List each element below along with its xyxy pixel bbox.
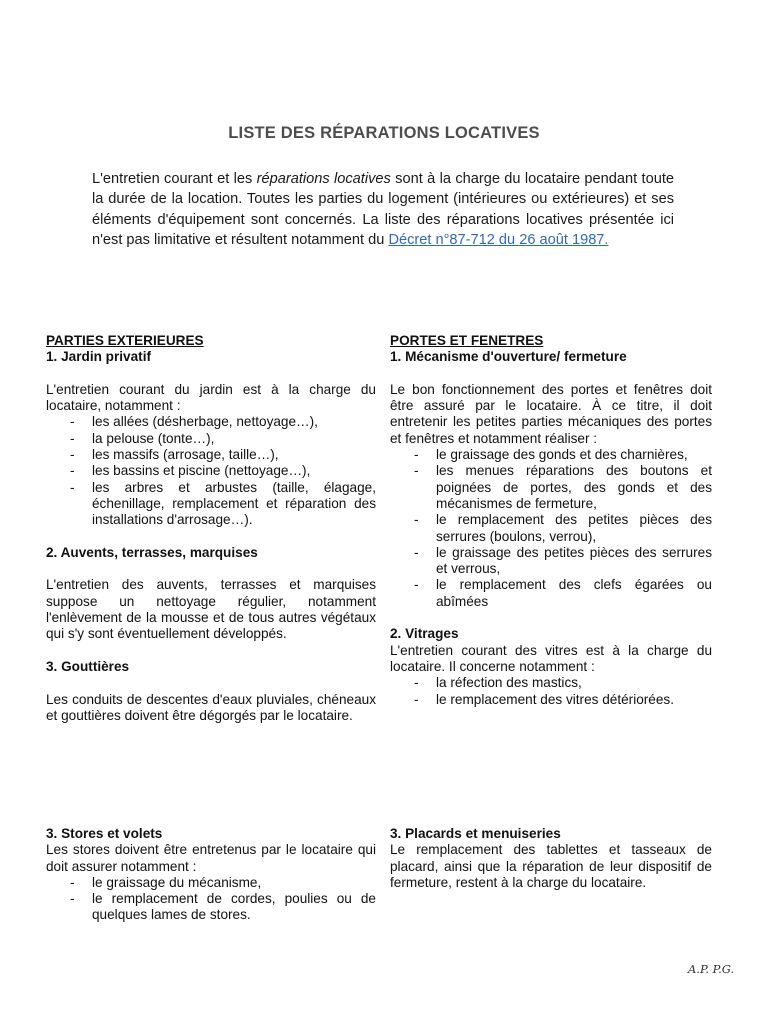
intro-text-start: L'entretien courant et les: [92, 171, 257, 187]
intro-text-end: sont à la charge du locataire pendant toute la durée de la location. Toutes les parties du logement (intérieures ou extérieures) et ses éléments d'équipement sont concernés. La liste des réparations locatives présentée ici n'est pas limitative et résultent notamment du: [92, 171, 674, 248]
list-item: - les massifs (arrosage, taille…),: [92, 447, 376, 463]
list-item: - les allées (désherbage, nettoyage…),: [92, 414, 376, 430]
signature: A.P. P.G.: [688, 962, 735, 976]
list-item: - le graissage des petites pièces des serrures et verrous,: [436, 545, 712, 578]
page-title: LISTE DES RÉPARATIONS LOCATIVES: [228, 124, 540, 142]
auvents-text: L'entretien des auvents, terrasses et marquises suppose un nettoyage régulier, notamment l'enlèvement de la mousse et de tous autres végétaux qui s'y sont éventuellement développés.: [46, 577, 376, 642]
subheading-placards: 3. Placards et menuiseries: [390, 826, 561, 841]
section-heading-portes: PORTES ET FENETRES: [390, 333, 544, 348]
left-column-top: [46, 333, 376, 724]
stores-text: Les stores doivent être entretenus par le locataire qui doit assurer notamment :: [46, 842, 376, 874]
section-heading-exterieures: PARTIES EXTERIEURES: [46, 333, 204, 348]
subheading-jardin: 1. Jardin privatif: [46, 349, 152, 365]
list-item: - le remplacement de cordes, poulies ou de quelques lames de stores.: [92, 891, 376, 924]
mecanisme-text: Le bon fonctionnement des portes et fenêtres doit être assuré par le locataire. À ce titre, il doit entretenir les petites parties mécaniques des portes et fenêtres et notamment réaliser :: [390, 381, 712, 446]
vitrages-text: L'entretien courant des vitres est à la charge du locataire. Il concerne notamment :: [390, 642, 712, 674]
placards-text: Le remplacement des tablettes et tasseaux de placard, ainsi que la réparation de leur dispositif de fermeture, restent à la charge du locataire.: [390, 842, 712, 890]
list-item: - le remplacement des petites pièces des serrures (boulons, verrou),: [436, 512, 712, 545]
list-item: - la réfection des mastics,: [436, 675, 712, 691]
decree-link[interactable]: Décret n°87-712 du 26 août 1987.: [388, 231, 609, 248]
right-column-top: [390, 333, 712, 708]
list-item: - la pelouse (tonte…),: [92, 431, 376, 447]
intro-paragraph: [92, 169, 674, 250]
list-item: - le graissage du mécanisme,: [92, 875, 376, 891]
gouttieres-text: Les conduits de descentes d'eaux pluviales, chéneaux et gouttières doivent être dégorgés par le locataire.: [46, 691, 376, 723]
jardin-list: [46, 414, 376, 528]
vitrages-list: [390, 675, 712, 708]
list-item: - les arbres et arbustes (taille, élagage, échenillage, remplacement et réparation des installations d'arrosage…).: [92, 480, 376, 529]
left-column-bottom: [46, 826, 376, 924]
subheading-vitrages: 2. Vitrages: [390, 626, 459, 642]
list-item: - le graissage des gonds et des charnières,: [436, 447, 712, 463]
subheading-gouttieres: 3. Gouttières: [46, 658, 130, 674]
right-column-bottom: [390, 826, 712, 891]
list-item: - le remplacement des vitres détériorées.: [436, 692, 712, 708]
jardin-text: L'entretien courant du jardin est à la charge du locataire, notamment :: [46, 381, 376, 414]
subheading-mecanisme: 1. Mécanisme d'ouverture/ fermeture: [390, 349, 627, 365]
subheading-stores: 3. Stores et volets: [46, 826, 163, 841]
list-item: - les menues réparations des boutons et poignées de portes, des gonds et des mécanismes de fermeture,: [436, 463, 712, 512]
subheading-auvents: 2. Auvents, terrasses, marquises: [46, 544, 258, 560]
intro-emphasis: réparations locatives: [256, 171, 391, 187]
mecanisme-list: [390, 447, 712, 610]
stores-list: [46, 875, 376, 924]
list-item: - les bassins et piscine (nettoyage…),: [92, 463, 376, 479]
list-item: - le remplacement des clefs égarées ou abîmées: [436, 577, 712, 610]
